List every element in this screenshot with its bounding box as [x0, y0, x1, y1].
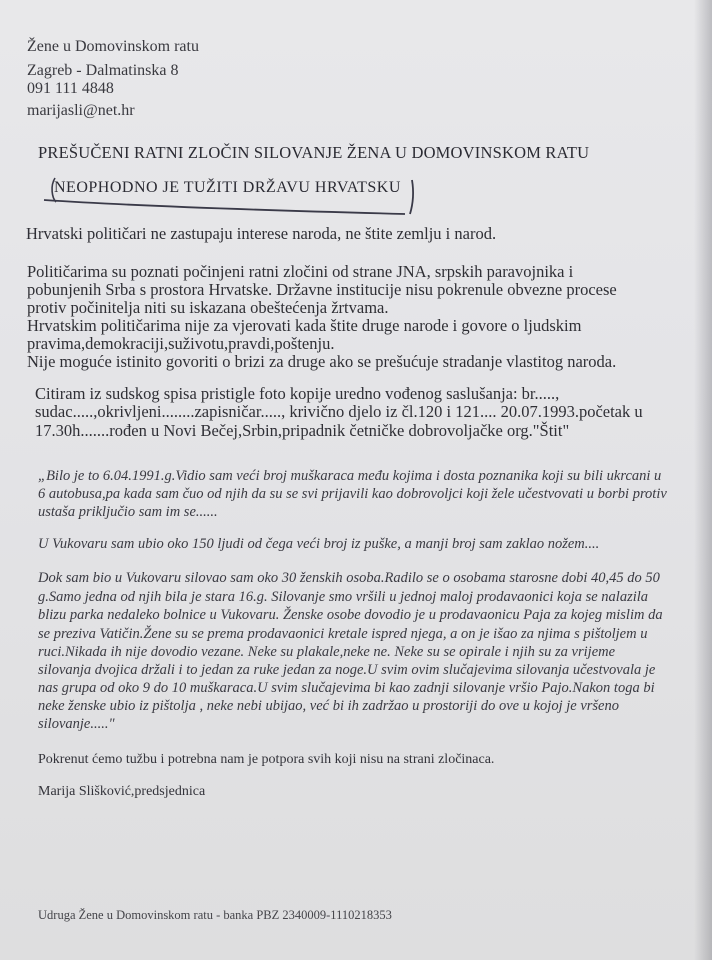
quote-line: silovanje....." [38, 716, 115, 732]
paragraph-line: Nije moguće istinito govoriti o brizi za druge ako se prešućuje stradanje vlastitog naroda. [27, 352, 617, 371]
closing-statement: Pokrenut ćemo tužbu i potrebna nam je potpora svih koji nisu na strani zločinaca. [38, 752, 495, 767]
quote-line: Dok sam bio u Vukovaru silovao sam oko 30 ženskih osoba.Radilo se o osobama starosne dobi 40,45 do 50 [38, 570, 660, 586]
citation-line: 17.30h.......rođen u Novi Bečej,Srbin,pripadnik četničke dobrovoljačke org."Štit" [35, 421, 570, 440]
quote-line: neke ženske ubio iz pištolja , neke nebi ubijao, već bi ih zadržao u prostoriji do ove u kojoj je vršeno [38, 698, 619, 714]
quote-line: se preziva Vatičin.Žene su se prema prodavaonici kretale ispred njega, a on je išao za njima s pištoljem u [38, 626, 648, 642]
sender-phone: 091 111 4848 [27, 80, 114, 97]
handwritten-bracket [0, 0, 712, 240]
quote-line: ustaša priključio sam im se...... [38, 504, 218, 520]
paragraph-line: protiv počinitelja niti su iskazana obeštećenja žrtvama. [27, 298, 389, 317]
paragraph-intro: Hrvatski političari ne zastupaju interese naroda, ne štite zemlju i narod. [26, 224, 497, 243]
quote-line: g.Samo jedna od njih bila je stara 16.g. Silovanje smo vršili u jednoj maloj prodavaonici koja se nalazila [38, 589, 649, 605]
signature: Marija Slišković,predsjednica [38, 784, 206, 799]
quote-line: „Bilo je to 6.04.1991.g.Vidio sam veći broj muškaraca među kojima i dosta poznanika koji su bili ukrcani u [38, 468, 662, 484]
quote-line: blizu parka nedaleko bolnice u Vukovaru. Ženske osobe dovodio je u prodavaonicu Paja za kojeg mislim da [38, 607, 663, 623]
sender-address: Zagreb - Dalmatinska 8 [27, 62, 179, 79]
footer-bank-info: Udruga Žene u Domovinskom ratu - banka PBZ 2340009-1110218353 [38, 908, 392, 922]
paragraph-line: Hrvatskim političarima nije za vjerovati kada štite druge narode i govore o ljudskim [27, 316, 582, 335]
document-title: PREŠUČENI RATNI ZLOČIN SILOVANJE ŽENA U DOMOVINSKOM RATU [38, 143, 590, 162]
boxed-title: NEOPHODNO JE TUŽITI DRŽAVU HRVATSKU [54, 179, 401, 196]
paragraph-line: pravima,demokraciji,suživotu,pravdi,poštenju. [27, 334, 335, 353]
sender-email: marijasli@net.hr [27, 102, 135, 119]
citation-line: Citiram iz sudskog spisa pristigle foto kopije uredno vođenog saslušanja: br....., [35, 384, 560, 403]
quote-line: nas grupa od oko 9 do 10 muškaraca.U svim slučajevima bi kao zadnji silovanje vršio Pajo.Nakon toga bi [38, 680, 655, 696]
paragraph-line: pobunjenih Srba s prostora Hrvatske. Državne institucije nisu pokrenule obvezne procese [27, 280, 617, 299]
quote-line: U Vukovaru sam ubio oko 150 ljudi od čega veći broj iz puške, a manji broj sam zaklao nožem.... [38, 536, 600, 552]
paragraph-line: Političarima su poznati počinjeni ratni zločini od strane JNA, srpskih paravojnika i [27, 262, 574, 281]
quote-line: ruci.Nikada ih nije dovodio vezane. Neke su plakale,neke ne. Neke su se opirale i njih su za vrijeme [38, 644, 616, 660]
citation-line: sudac.....,okrivljeni........zapisničar....., krivično djelo iz čl.120 i 121.... 20.07.1993.početak u [35, 402, 643, 421]
quote-line: silovanja dvojica držali i to jedan za ruke jedan za noge.U svim ovim slučajevima silovanja učestvovala je [38, 662, 656, 678]
sender-organization: Žene u Domovinskom ratu [27, 38, 199, 55]
quote-line: 6 autobusa,pa kada sam čuo od njih da su se svi prijavili kao dobrovoljci koji žele učestvovati u borbi protiv [38, 486, 667, 502]
